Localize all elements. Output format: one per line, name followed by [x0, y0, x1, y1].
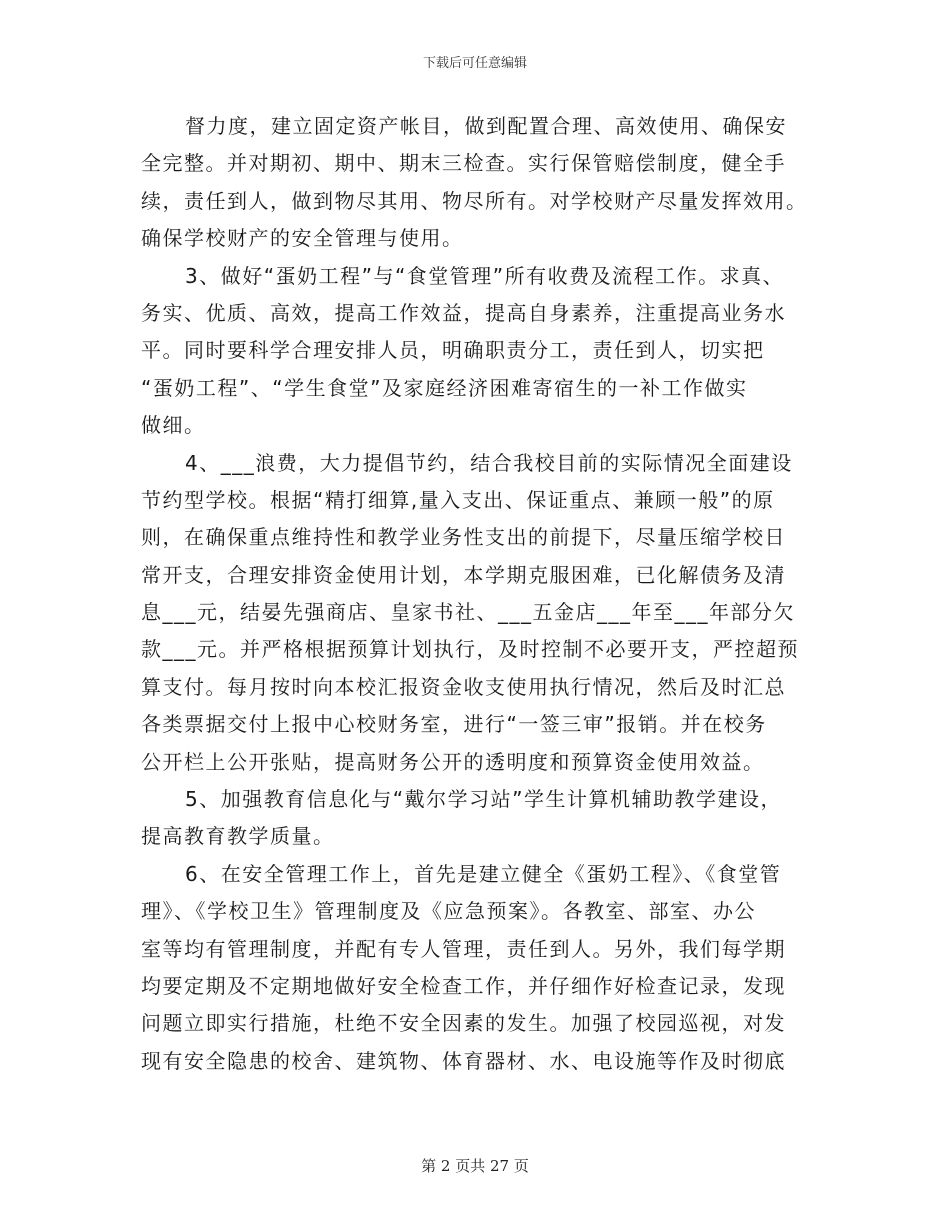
text-line: 现有安全隐患的校舍、建筑物、体育器材、水、电设施等作及时彻底 [141, 1048, 786, 1073]
text-line: 务实、优质、高效，提高工作效益，提高自身素养，注重提高业务水 [141, 300, 786, 325]
text-line: 则，在确保重点维持性和教学业务性支出的前提下，尽量压缩学校日 [141, 525, 786, 550]
text-line: 问题立即实行措施，杜绝不安全因素的发生。加强了校园巡视，对发 [141, 1011, 786, 1036]
text-line: 节约型学校。根据“精打细算,量入支出、保证重点、兼顾一般”的原 [141, 487, 775, 512]
text-line: 6、在安全管理工作上，首先是建立健全《蛋奶工程》、《食堂管 [185, 861, 782, 886]
text-line: 常开支，合理安排资金使用计划，本学期克服困难，已化解债务及清 [141, 562, 786, 587]
text-line: 提高教育教学质量。 [141, 824, 335, 849]
text-line: 息___元，结晏先强商店、皇家书社、___五金店___年至___年部分欠 [141, 600, 795, 625]
text-line: 各类票据交付上报中心校财务室，进行“一签三审”报销。并在校务 [141, 712, 767, 737]
text-line: 款___元。并严格根据预算计划执行，及时控制不必要开支，严控超预 [141, 637, 799, 662]
text-line: 确保学校财产的安全管理与使用。 [141, 226, 464, 251]
text-line: 室等均有管理制度，并配有专人管理，责任到人。另外，我们每学期 [141, 936, 786, 961]
text-line: 理》、《学校卫生》管理制度及《应急预案》。各教室、部室、办公 [141, 899, 756, 924]
text-line: 均要定期及不定期地做好安全检查工作，并仔细作好检查记录，发现 [141, 973, 786, 998]
text-line: 全完整。并对期初、期中、期末三检查。实行保管赔偿制度，健全手 [141, 151, 786, 176]
text-line: 算支付。每月按时向本校汇报资金收支使用执行情况，然后及时汇总 [141, 674, 786, 699]
text-line: 3、做好“蛋奶工程”与“食堂管理”所有收费及流程工作。求真、 [185, 263, 785, 288]
document-body [141, 108, 831, 1080]
text-line: 做细。 [141, 413, 206, 438]
text-line: 续，责任到人，做到物尽其用、物尽所有。对学校财产尽量发挥效用。 [141, 188, 808, 213]
text-line: 公开栏上公开张贴，提高财务公开的透明度和预算资金使用效益。 [141, 749, 765, 774]
text-line: “蛋奶工程”、“学生食堂”及家庭经济困难寄宿生的一补工作做实 [141, 375, 748, 400]
page-header: 下载后可任意编辑 [422, 56, 527, 71]
text-line: 督力度，建立固定资产帐目，做到配置合理、高效使用、确保安 [185, 114, 787, 138]
text-line: 4、___浪费，大力提倡节约，结合我校目前的实际情况全面建设 [185, 450, 793, 475]
text-line: 5、加强教育信息化与“戴尔学习站”学生计算机辅助教学建设， [185, 787, 782, 812]
page-footer: 第 2 页共 27 页 [421, 1157, 529, 1175]
text-line: 平。同时要科学合理安排人员，明确职责分工，责任到人，切实把 [141, 338, 765, 363]
